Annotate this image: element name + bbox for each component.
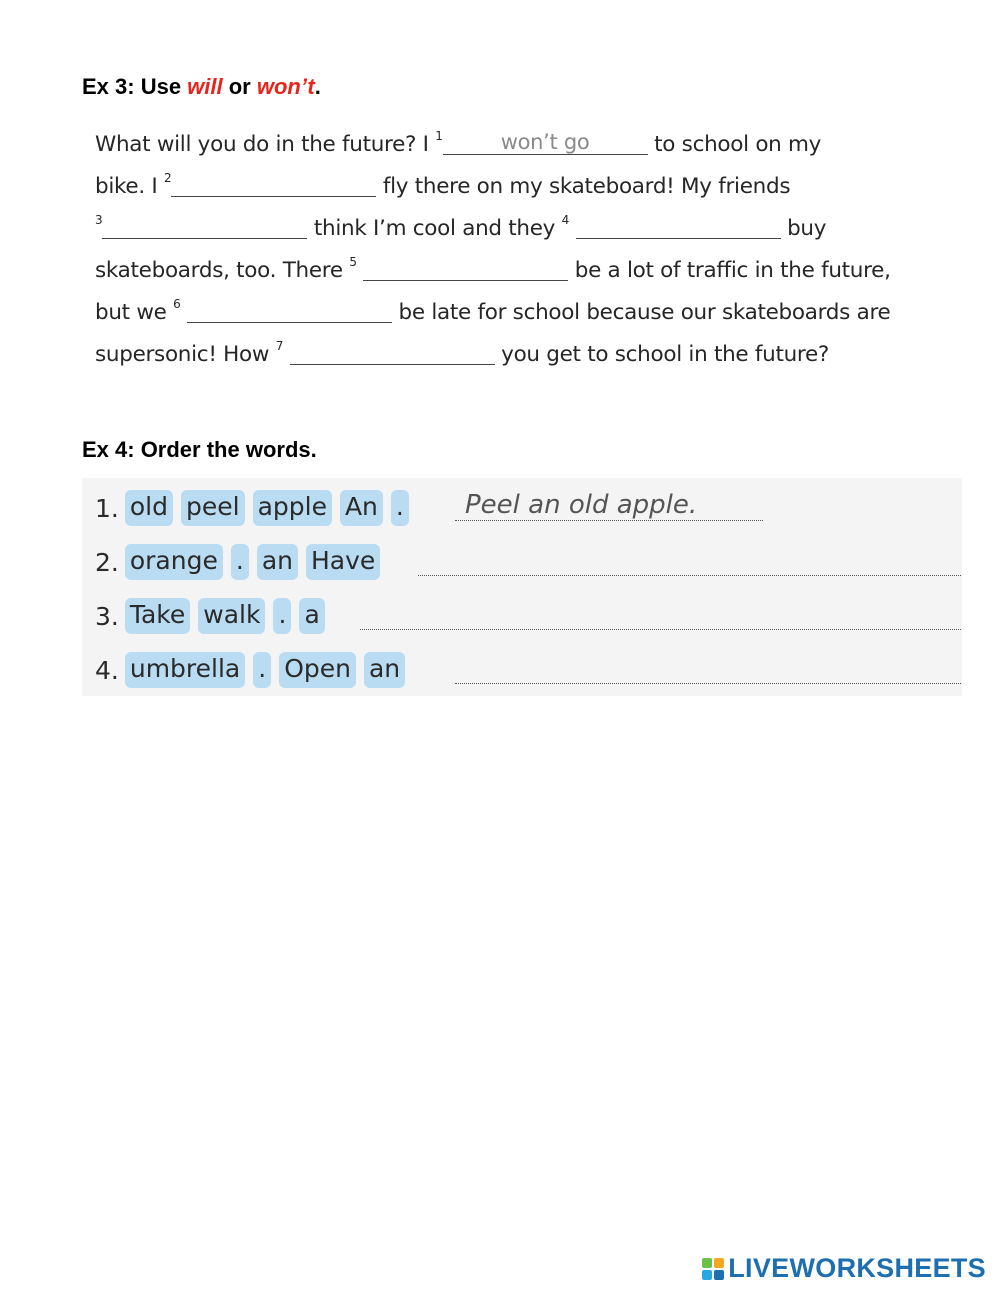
ex3-line-5: but we $^6$ be late for school because our skateboards are [95,296,891,325]
gap-3-input[interactable] [102,214,307,239]
logo-text: LIVEWORKSHEETS [728,1253,986,1283]
gap-1-input[interactable] [443,130,648,155]
liveworksheets-logo-icon [702,1258,724,1280]
word-tile: an [257,544,298,580]
wont-keyword: won’t [256,74,315,99]
gap-1-answer: won’t go [500,130,590,154]
gap-5-input[interactable] [363,256,568,281]
word-tile: . [273,598,291,634]
answer-1-input[interactable] [455,490,763,521]
word-tile: apple [253,490,332,526]
word-tile: An [340,490,383,526]
word-tile: . [391,490,409,526]
ex4-heading: Ex 4: Order the words. [82,437,317,462]
liveworksheets-logo [702,1253,986,1284]
ex3-heading: Ex 3: Use will or won’t. [82,74,321,99]
ex3-line-2: bike. I $^2$ fly there on my skateboard! My friends [95,170,791,199]
ex4-row-2 [95,542,388,582]
gap-7-input[interactable] [290,340,495,365]
row-number: 4. [95,655,119,685]
ex4-row-1 [95,488,417,528]
word-tile: Have [306,544,380,580]
word-tile: old [125,490,173,526]
ex4-row-3 [95,596,333,636]
gap-6-input[interactable] [187,298,392,323]
row-number: 2. [95,547,119,577]
will-keyword: will [187,74,223,99]
gap-2-input[interactable] [171,172,376,197]
word-tile: walk [198,598,265,634]
row-number: 1. [95,493,119,523]
word-tile: peel [181,490,245,526]
word-tile: orange [125,544,223,580]
ex4-row-4 [95,650,413,690]
word-tile: . [253,652,271,688]
answer-4-input[interactable] [455,653,961,684]
gap-4-input[interactable] [576,214,781,239]
ex3-line-1: What will you do in the future? I $^1$ won’t go to school on my [95,128,822,157]
answer-1-sample: Peel an old apple. [465,490,698,520]
word-tile: a [299,598,324,634]
ex3-line-6: supersonic! How $^7$ you get to school in the future? [95,338,830,367]
word-tile: umbrella [125,652,245,688]
answer-2-input[interactable] [418,545,961,576]
word-tile: Take [125,598,190,634]
ex3-line-4: skateboards, too. There $^5$ be a lot of traffic in the future, [95,254,891,283]
ex3-line-3: $^3$ think I’m cool and they $^4$ buy [95,212,827,241]
word-tile: Open [279,652,356,688]
row-number: 3. [95,601,119,631]
word-tile: . [231,544,249,580]
answer-3-input[interactable] [360,599,961,630]
word-tile: an [364,652,405,688]
